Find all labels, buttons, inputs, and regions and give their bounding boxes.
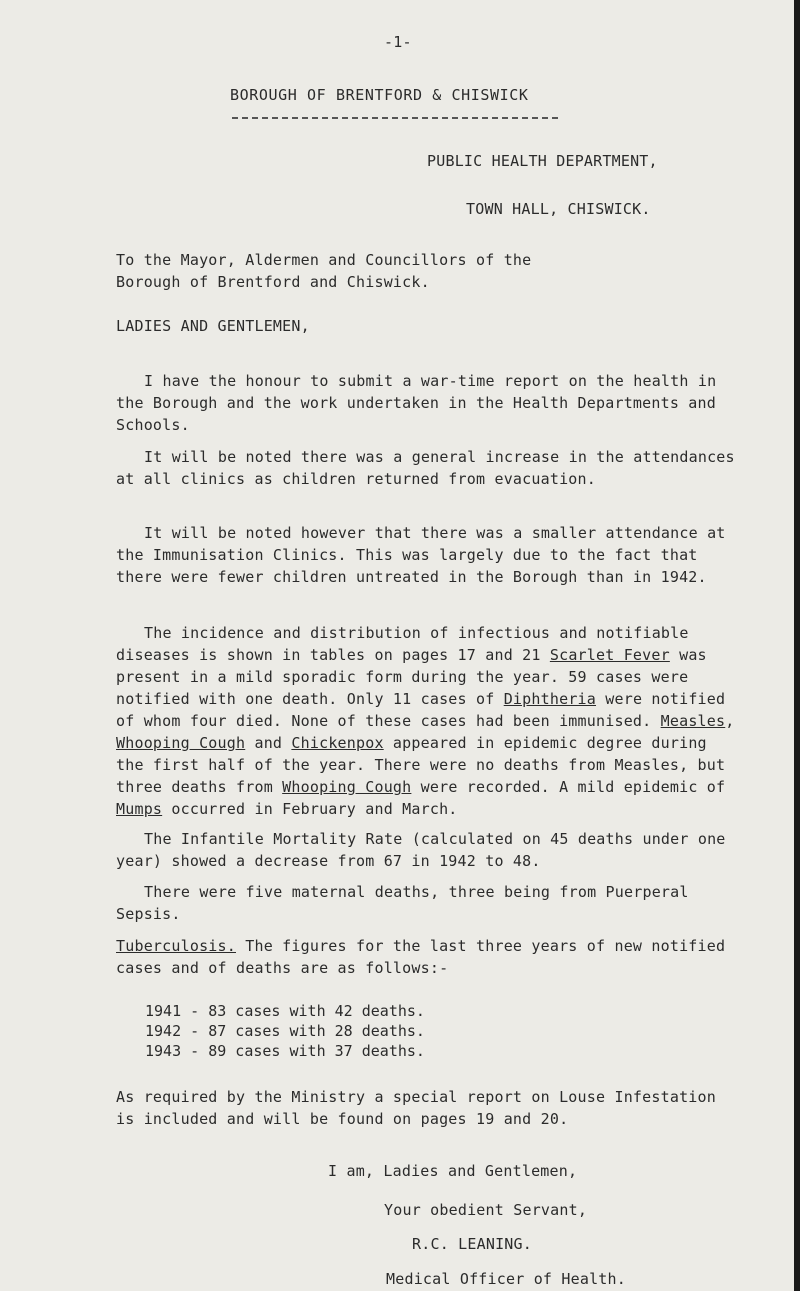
mumps-term: Mumps — [116, 800, 163, 818]
paragraph-tuberculosis: Tuberculosis. The figures for the last three years of new notified cases and of deaths are as follows:- — [116, 937, 726, 977]
whooping-cough-term: Whooping Cough — [116, 734, 246, 752]
paragraph-maternal-deaths: There were five maternal deaths, three being from Puerperal Sepsis. — [116, 883, 689, 923]
scarlet-fever-term: Scarlet Fever — [549, 646, 670, 664]
salutation: LADIES AND GENTLEMEN, — [116, 317, 310, 335]
page-number: -1- — [384, 33, 412, 51]
address-line-1: PUBLIC HEALTH DEPARTMENT, — [427, 152, 658, 170]
tuberculosis-label: Tuberculosis. — [116, 937, 236, 955]
closing-line-2: Your obedient Servant, — [384, 1201, 588, 1219]
paragraph-louse-infestation: As required by the Ministry a special report on Louse Infestation is included and will be found on pages 19 and 20. — [116, 1088, 716, 1128]
chickenpox-term: Chickenpox — [291, 734, 384, 752]
paragraph-report: I have the honour to submit a war-time report on the health in the Borough and the work undertaken in the Health Departments and Schools. — [116, 372, 717, 434]
document-heading: BOROUGH OF BRENTFORD & CHISWICK — [230, 86, 529, 104]
paragraph-attendances: It will be noted there was a general increase in the attendances at all clinics as children returned from evacuation. — [116, 448, 735, 488]
tuberculosis-row-1943: 1943 - 89 cases with 37 deaths. — [145, 1042, 425, 1060]
addressee-line-1: To the Mayor, Aldermen and Councillors of the — [116, 251, 532, 269]
page-edge — [794, 0, 800, 1291]
signatory-title: Medical Officer of Health. — [386, 1270, 626, 1288]
address-line-2: TOWN HALL, CHISWICK. — [466, 200, 651, 218]
measles-term: Measles — [660, 712, 726, 730]
diphtheria-term: Diphtheria — [503, 690, 597, 708]
tuberculosis-row-1942: 1942 - 87 cases with 28 deaths. — [145, 1022, 425, 1040]
addressee-line-2: Borough of Brentford and Chiswick. — [116, 273, 430, 291]
whooping-cough-term-2: Whooping Cough — [282, 778, 412, 796]
paragraph-infectious-diseases: The incidence and distribution of infectious and notifiable diseases is shown in tables on pages 17 and 21 Scarlet Fever was present in a mild sporadic form during the year. 59 cases were notified with one death. Only 11 cases of Diphtheria were notified of whom four died. None of these cases had been immunised. Measles, Whooping Cough and Chickenpox appeared in epidemic degree during the first half of the year. There were no deaths from Measles, but three deaths from Whooping Cough were recorded. A mild epidemic of Mumps occurred in February and March. — [116, 624, 735, 818]
paragraph-infantile-mortality: The Infantile Mortality Rate (calculated on 45 deaths under one year) showed a decrease from 67 in 1942 to 48. — [116, 830, 726, 870]
signatory-name: R.C. LEANING. — [412, 1235, 532, 1253]
heading-divider — [232, 117, 558, 119]
closing-line-1: I am, Ladies and Gentlemen, — [328, 1162, 578, 1180]
tuberculosis-row-1941: 1941 - 83 cases with 42 deaths. — [145, 1002, 425, 1020]
paragraph-immunisation: It will be noted however that there was a smaller attendance at the Immunisation Clinics. This was largely due to the fact that there were fewer children untreated in the Borough than in 1942. — [116, 524, 726, 586]
